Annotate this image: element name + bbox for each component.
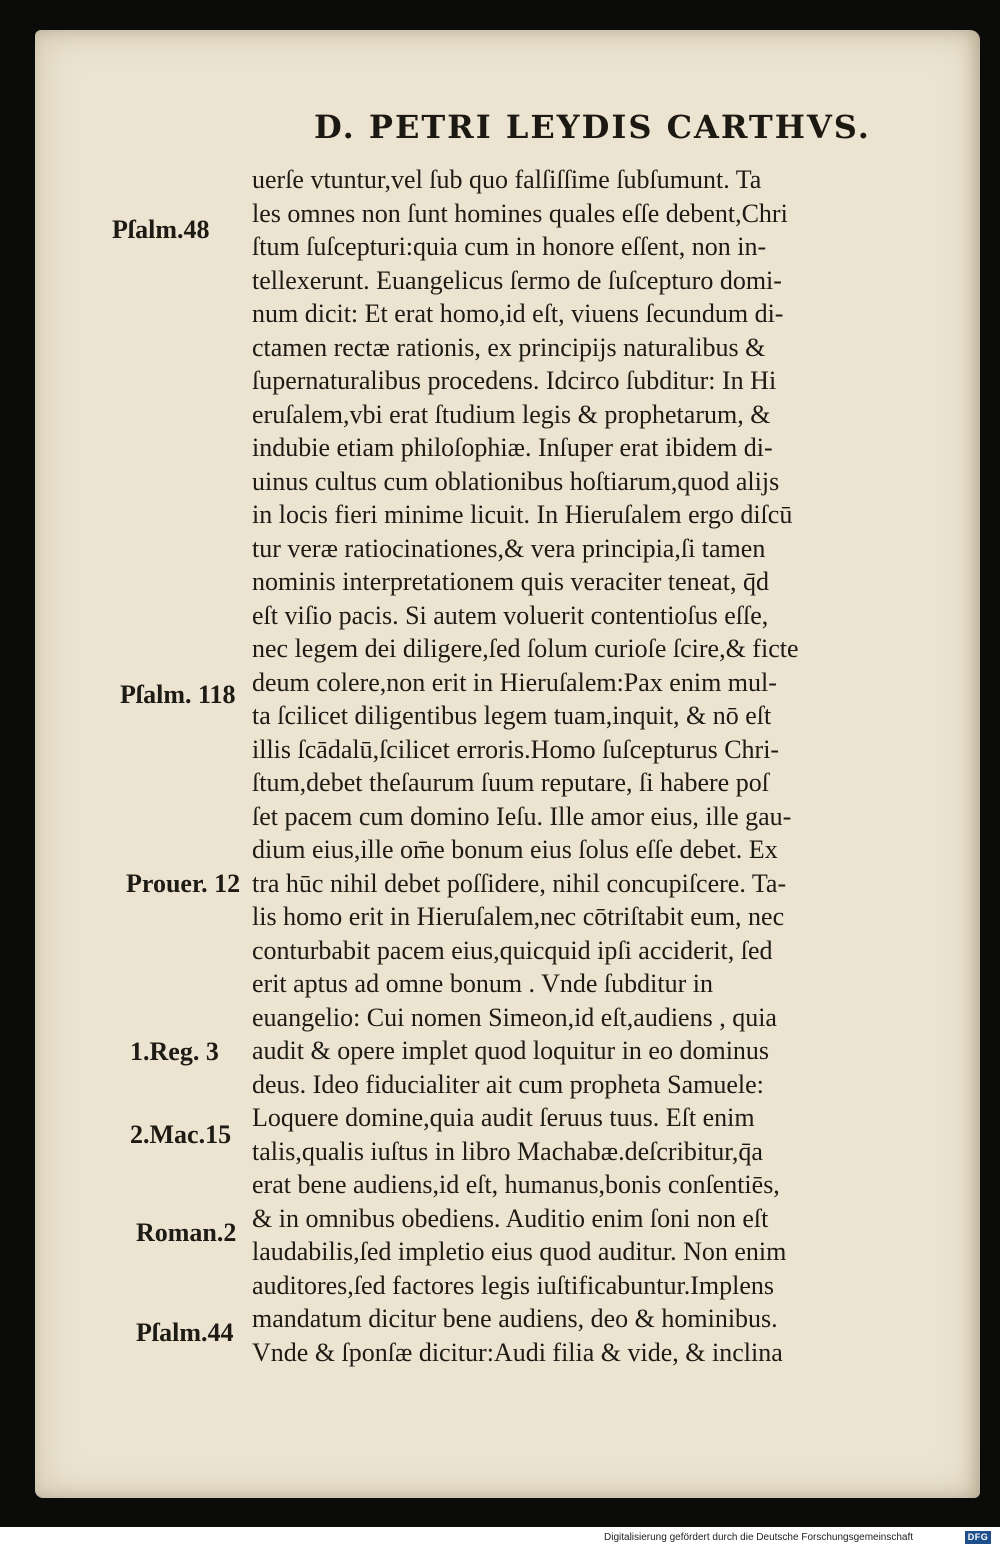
text-line: erat bene audiens,id eſt, humanus,bonis conſentiēs, [252,1170,780,1199]
text-line: illis ſcādalū,ſcilicet erroris.Homo ſuſcepturus Chri- [252,734,780,764]
text-line: euangelio: Cui nomen Simeon,id eſt,audiens , quia [252,1002,777,1032]
text-line: num dicit: Et erat homo,id eſt, viuens ſecundum di- [252,299,784,328]
text-line: eruſalem,vbi erat ſtudium legis & prophetarum, & [252,399,771,429]
text-line: Loquere domine,quia audit ſeruus tuus. Eſt enim [252,1103,755,1132]
digitization-credit: Digitalisierung gefördert durch die Deutsche Forschungsgemeinschaft [604,1532,914,1543]
text-line: uerſe vtuntur,vel ſub quo falſiſſime ſubſumunt. Ta [252,165,762,194]
text-line: conturbabit pacem eius,quicquid ipſi acciderit, ſed [252,935,773,965]
text-line: dium eius,ille om̄e bonum eius ſolus eſſe debet. Ex [252,835,778,864]
text-line: deus. Ideo fiducialiter ait cum propheta Samuele: [252,1069,764,1099]
dfg-logo: DFG [965,1531,991,1544]
text-line: lis homo erit in Hieruſalem,nec cōtriſtabit eum, nec [252,902,785,931]
body-text [252,163,962,1369]
margin-note-1-reg-3: 1.Reg. 3 [130,1037,219,1066]
text-line: audit & opere implet quod loquitur in eo dominus [252,1036,770,1065]
text-line: ta ſcilicet diligentibus legem tuam,inquit, & nō eſt [252,701,772,730]
text-line: ſtum,debet theſaurum ſuum reputare, ſi habere poſ [252,768,769,797]
margin-note-psalm-118: Pſalm. 118 [120,680,236,709]
text-line: tra hūc nihil debet poſſidere, nihil concupiſcere. Ta- [252,868,787,898]
text-line: talis,qualis iuſtus in libro Machabæ.deſcribitur,q̄a [252,1136,763,1166]
text-line: eſt viſio pacis. Si autem voluerit contentioſus eſſe, [252,600,769,630]
margin-note-2-mac-15: 2.Mac.15 [130,1120,232,1149]
margin-note-psalm-44: Pſalm.44 [136,1318,234,1347]
text-line: indubie etiam philoſophiæ. Inſuper erat ibidem di- [252,433,773,462]
text-line: uinus cultus cum oblationibus hoſtiarum,quod alijs [252,466,780,496]
text-line: ſupernaturalibus procedens. Idcirco ſubditur: In Hi [252,366,777,395]
text-line: in locis fieri minime licuit. In Hieruſalem ergo diſcū [252,500,793,529]
text-line: deum colere,non erit in Hieruſalem:Pax enim mul- [252,667,777,697]
text-line: ſet pacem cum domino Ieſu. Ille amor eius, ille gau- [252,801,792,831]
text-line: auditores,ſed factores legis iuſtificabuntur.Implens [252,1270,775,1300]
text-line: Vnde & ſponſæ dicitur:Audi filia & vide, & inclina [252,1337,783,1367]
text-line: mandatum dicitur bene audiens, deo & hominibus. [252,1304,778,1333]
margin-note-proverbs-12: Prouer. 12 [126,869,241,898]
text-line: erit aptus ad omne bonum . Vnde ſubditur in [252,969,713,998]
running-head: D. PETRI LEYDIS CARTHVS. [314,108,871,146]
text-line: tellexerunt. Euangelicus ſermo de ſuſcepturo domi- [252,265,782,295]
text-line: tur veræ ratiocinationes,& vera principia,ſi tamen [252,533,766,563]
text-line: ſtum ſuſcepturi:quia cum in honore eſſent, non in- [252,232,767,261]
text-line: les omnes non ſunt homines quales eſſe debent,Chri [252,198,788,228]
margin-note-roman-2: Roman.2 [136,1218,237,1247]
text-line: & in omnibus obediens. Auditio enim ſoni non eſt [252,1203,769,1233]
margin-note-psalm-48: Pſalm.48 [112,215,210,244]
text-line: ctamen rectæ rationis, ex principijs naturalibus & [252,332,766,362]
text-line: nec legem dei diligere,ſed ſolum curioſe ſcire,& ficte [252,634,799,663]
text-line: nominis interpretationem quis veraciter teneat, q̄d [252,567,769,596]
text-line: laudabilis,ſed impletio eius quod auditur. Non enim [252,1237,787,1266]
